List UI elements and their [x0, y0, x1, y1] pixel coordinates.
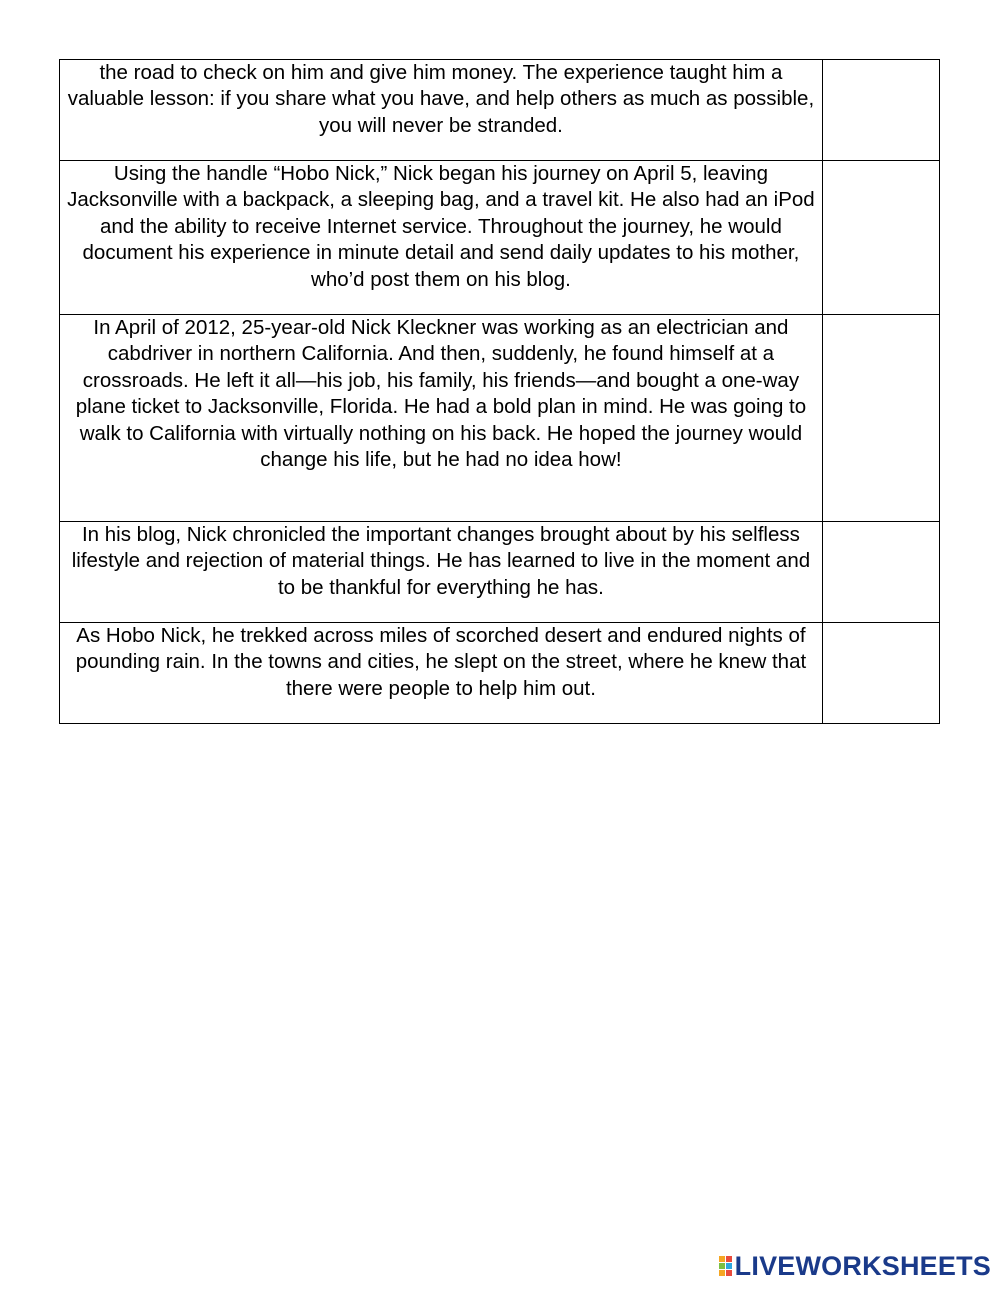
- logo-block: [726, 1263, 732, 1269]
- paragraph-text: In his blog, Nick chronicled the important changes brought about by his selfless lifestyle and rejection of material things. He has learned to live in the moment and to be thankful for everything he has.: [71, 523, 811, 599]
- paragraph-cell: [60, 161, 823, 315]
- liveworksheets-blocks-icon: [719, 1256, 732, 1276]
- paragraph-text: In April of 2012, 25-year-old Nick Kleckner was working as an electrician and cabdriver in northern California. And then, suddenly, he found himself at a crossroads. He left it all—his job, his family, his friends—and bought a one-way plane ticket to Jacksonville, Florida. He had a bold plan in mind. He was going to walk to California with virtually nothing on his back. He hoped the journey would change his life, but he had no idea how!: [75, 316, 807, 472]
- table-row: [60, 522, 940, 623]
- logo-block: [719, 1256, 725, 1262]
- answer-box[interactable]: [822, 161, 939, 315]
- paragraph-cell: [60, 315, 823, 522]
- logo-block: [726, 1270, 732, 1276]
- paragraph-text: As Hobo Nick, he trekked across miles of scorched desert and endured nights of pounding rain. In the towns and cities, he slept on the street, where he knew that there were people to help him out.: [75, 624, 807, 700]
- answer-box[interactable]: [822, 60, 939, 161]
- logo-block: [719, 1270, 725, 1276]
- logo-block: [719, 1263, 725, 1269]
- table-row: [60, 161, 940, 315]
- answer-box[interactable]: [822, 623, 939, 724]
- paragraph-cell: [60, 623, 823, 724]
- table-row: [60, 623, 940, 724]
- logo-text: LIVEWORKSHEETS: [734, 1250, 991, 1281]
- paragraph-text: the road to check on him and give him money. The experience taught him a valuable lesson: if you share what you have, and help others as much as possible, you will never be stranded.: [67, 61, 815, 137]
- table-row: [60, 60, 940, 161]
- answer-box[interactable]: [822, 522, 939, 623]
- paragraph-cell: [60, 522, 823, 623]
- worksheet-table: [59, 59, 940, 724]
- table-row: [60, 315, 940, 522]
- logo-block: [726, 1256, 732, 1262]
- liveworksheets-logo: [719, 1251, 991, 1281]
- paragraph-text: Using the handle “Hobo Nick,” Nick began his journey on April 5, leaving Jacksonville with a backpack, a sleeping bag, and a travel kit. He also had an iPod and the ability to receive Internet service. Throughout the journey, he would document his experience in minute detail and send daily updates to his mother, who’d post them on his blog.: [67, 162, 815, 291]
- paragraph-cell: [60, 60, 823, 161]
- answer-box[interactable]: [822, 315, 939, 522]
